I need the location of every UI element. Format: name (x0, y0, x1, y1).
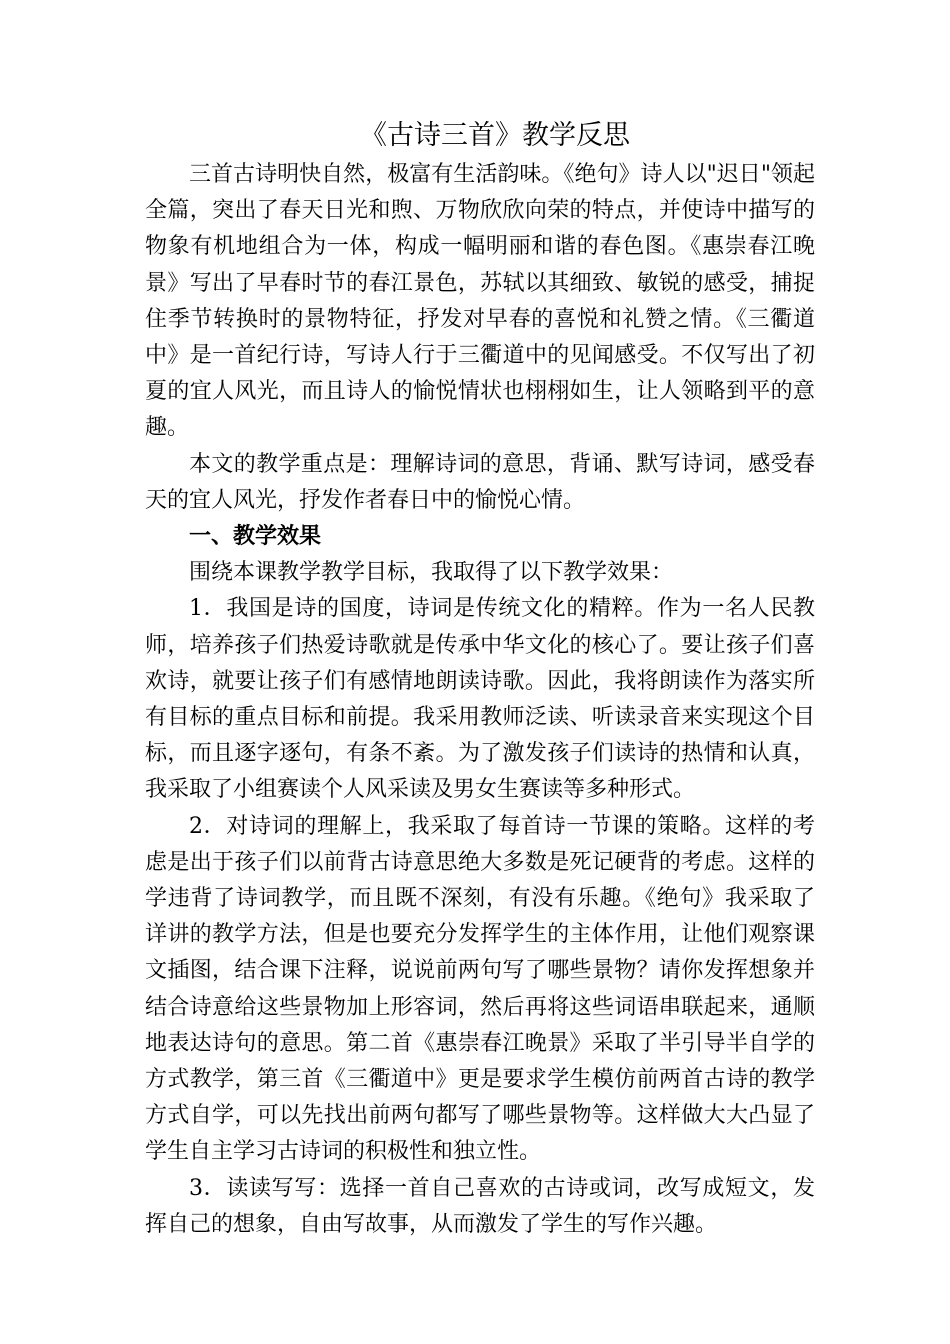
intro-paragraph: 三首古诗明快自然，极富有生活韵味。《绝句》诗人以"迟日"领起全篇，突出了春天日光和煦、万物欣欣向荣的特点，并使诗中描写的物象有机地组合为一体，构成一幅明丽和谐的春色图。《惠崇春江晚景》写出了早春时节的春江景色，苏轼以其细致、敏锐的感受，捕捉住季节转换时的景物特征，抒发对早春的喜悦和礼赞之情。《三衢道中》是一首纪行诗，写诗人行于三衢道中的见闻感受。不仅写出了初夏的宜人风光，而且诗人的愉悦情状也栩栩如生，让人领略到平的意趣。 (145, 162, 815, 441)
effect-item-2: 2．对诗词的理解上，我采取了每首诗一节课的策略。这样的考虑是出于孩子们以前背古诗意思绝大多数是死记硬背的考虑。这样的学违背了诗词教学，而且既不深刻，有没有乐趣。《绝句》我采取了详讲的教学方法，但是也要充分发挥学生的主体作用，让他们观察课文插图，结合课下注释，说说前两句写了哪些景物？请你发挥想象并结合诗意给这些景物加上形容词，然后再将这些词语串联起来，通顺地表达诗句的意思。第二首《惠崇春江晚景》采取了半引导半自学的方式教学，第三首《三衢道中》更是要求学生模仿前两首古诗的教学方式自学，可以先找出前两句都写了哪些景物等。这样做大大凸显了学生自主学习古诗词的积极性和独立性。 (145, 813, 815, 1165)
effect-item-1: 1．我国是诗的国度，诗词是传统文化的精粹。作为一名人民教师，培养孩子们热爱诗歌就是传承中华文化的核心了。要让孩子们喜欢诗，就要让孩子们有感情地朗读诗歌。因此，我将朗读作为落实所有目标的重点目标和前提。我采用教师泛读、听读录音来实现这个目标，而且逐字逐句，有条不紊。为了激发孩子们读诗的热情和认真，我采取了小组赛读个人风采读及男女生赛读等多种形式。 (145, 596, 815, 803)
document-title: 《古诗三首》教学反思 (360, 120, 630, 151)
effect-item-3: 3．读读写写：选择一首自己喜欢的古诗或词，改写成短文，发挥自己的想象，自由写故事，从而激发了学生的写作兴趣。 (145, 1175, 815, 1237)
teaching-focus-paragraph: 本文的教学重点是：理解诗词的意思，背诵、默写诗词，感受春天的宜人风光，抒发作者春日中的愉悦心情。 (145, 451, 815, 513)
document-page (145, 117, 815, 1243)
section-heading-teaching-effect: 一、教学效果 (189, 524, 322, 550)
section-intro-paragraph: 围绕本课教学教学目标，我取得了以下教学效果： (189, 560, 674, 586)
